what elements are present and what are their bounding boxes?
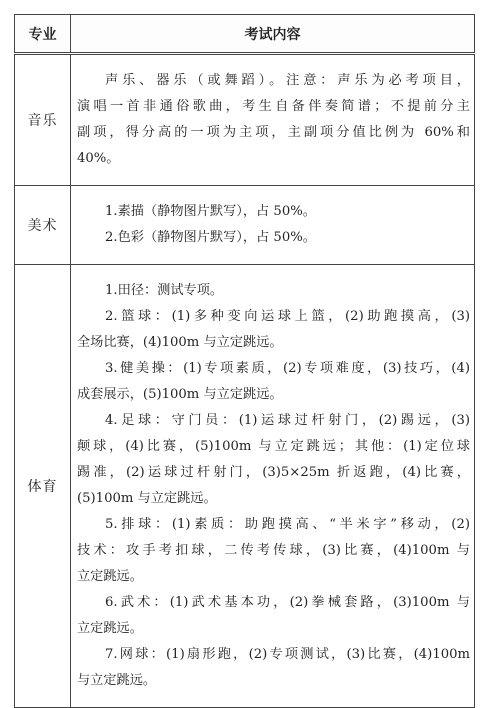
header-subject: 专业 (15, 15, 71, 54)
content-line: 2.色彩（静物图片默写），占 50%。 (105, 230, 316, 245)
content-cell (71, 265, 475, 708)
content-line: 副项，得分高的一项为主项，主副项分值比例为 60%和 (77, 125, 470, 140)
table-row-pe (15, 265, 475, 708)
content-line: 4.足球：守门员：(1)运球过杆射门，(2)踢远，(3) (105, 413, 470, 428)
content-line: 全场比赛，(4)100m 与立定跳远。 (77, 335, 283, 350)
table-row-art (15, 186, 475, 265)
header-content: 考试内容 (71, 15, 475, 54)
content-line: 声乐、器乐（或舞蹈）。注意：声乐为必考项目， (105, 73, 470, 88)
content-line: 3.健美操：(1)专项素质，(2)专项难度，(3)技巧，(4) (105, 361, 470, 376)
exam-content-table (14, 14, 475, 708)
content-line: 与立定跳远。 (77, 673, 157, 688)
content-line: 40%。 (77, 151, 120, 166)
content-line: 6.武术：(1)武术基本功，(2)拳械套路，(3)100m 与 (105, 595, 470, 610)
subject-cell: 美术 (15, 186, 71, 265)
content-line: 技术：攻手考扣球，二传考传球，(3)比赛，(4)100m 与 (77, 543, 470, 558)
content-line: 2.篮球：(1)多种变向运球上篮，(2)助跑摸高，(3) (105, 309, 470, 324)
content-line: 立定跳远。 (77, 569, 143, 584)
content-line: 成套展示，(5)100m 与立定跳远。 (77, 387, 283, 402)
content-line: 1.素描（静物图片默写），占 50%。 (105, 204, 316, 219)
table-row-music (15, 54, 475, 186)
content-line: 立定跳远。 (77, 621, 143, 636)
subject-cell: 音乐 (15, 54, 71, 186)
content-line: (5)100m 与立定跳远。 (77, 491, 217, 506)
content-line: 演唱一首非通俗歌曲，考生自备伴奏简谱；不提前分主 (77, 99, 470, 114)
content-cell (71, 54, 475, 186)
content-line: 5.排球：(1)素质：助跑摸高、“半米字”移动，(2) (105, 517, 470, 532)
content-cell (71, 186, 475, 265)
subject-cell: 体育 (15, 265, 71, 708)
content-line: 踢准，(2)运球过杆射门，(3)5×25m 折返跑，(4)比赛， (77, 465, 470, 480)
content-line: 1.田径：测试专项。 (105, 283, 224, 298)
content-line: 颠球，(4)比赛，(5)100m 与立定跳远；其他：(1)定位球 (77, 439, 470, 454)
content-line: 7.网球：(1)扇形跑，(2)专项测试，(3)比赛，(4)100m (105, 647, 470, 662)
table-header-row (15, 15, 475, 54)
